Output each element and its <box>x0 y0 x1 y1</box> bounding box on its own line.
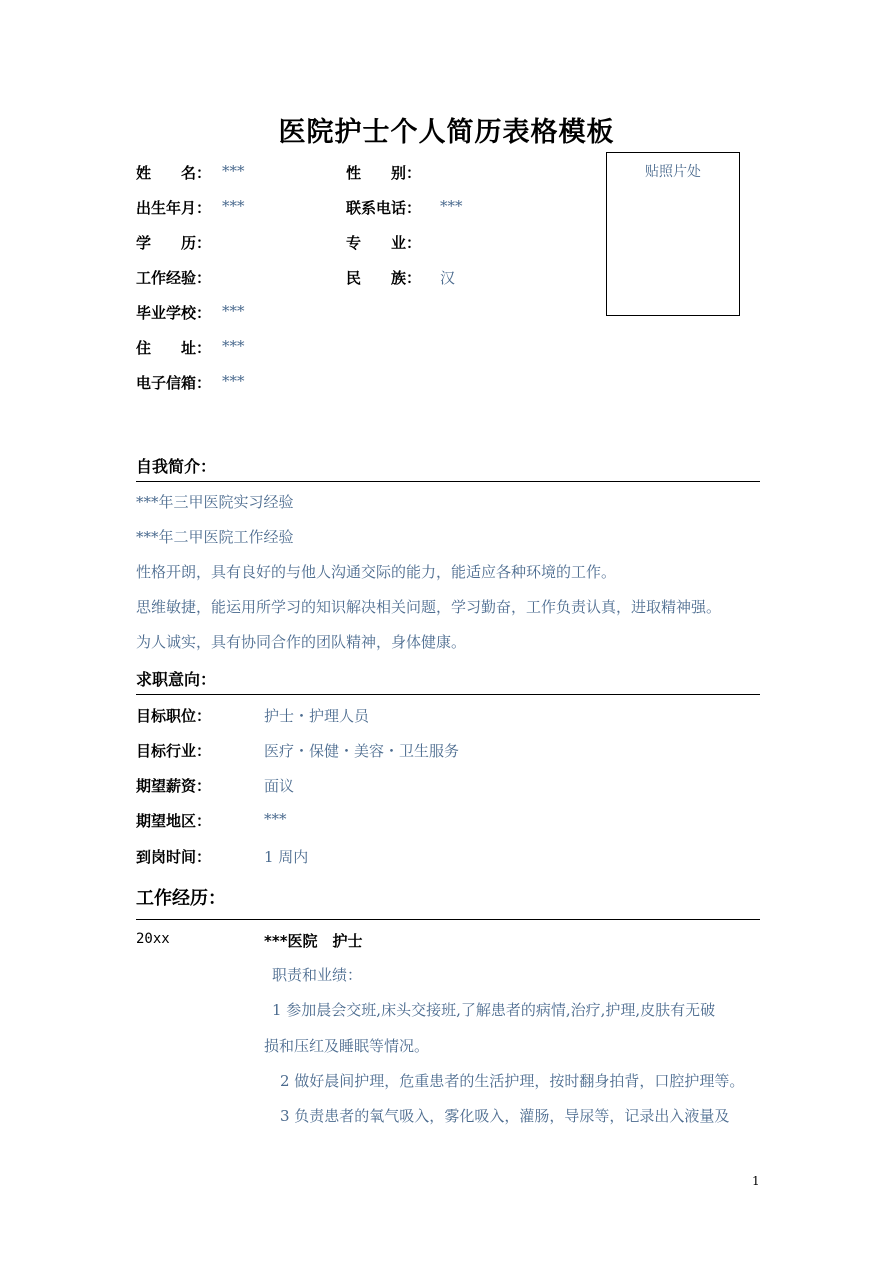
duties-heading: 职责和业绩： <box>272 966 363 984</box>
photo-label: 贴照片处 <box>645 164 701 180</box>
work-position: ***医院 护士 <box>264 932 363 950</box>
work-year: 20xx <box>136 931 170 947</box>
job-intent-heading: 求职意向： <box>136 670 217 689</box>
intro-divider <box>136 481 760 482</box>
work-history-divider <box>136 919 760 920</box>
intro-line: ***年三甲医院实习经验 <box>136 493 294 511</box>
photo-placeholder <box>606 152 740 316</box>
ethnicity-value: 汉 <box>440 269 456 287</box>
major-label: 专 业： <box>346 234 422 252</box>
address-value: *** <box>222 337 245 355</box>
birth-value: *** <box>222 197 245 215</box>
intent-label: 到岗时间： <box>136 848 212 866</box>
email-value: *** <box>222 372 245 390</box>
school-value: *** <box>222 302 245 320</box>
duty-line: 3 负责患者的氧气吸入，雾化吸入，灌肠，导尿等，记录出入液量及 <box>280 1107 730 1125</box>
intent-value: 护士・护理人员 <box>264 707 370 725</box>
intro-line: ***年二甲医院工作经验 <box>136 528 294 546</box>
intent-value: *** <box>264 810 287 828</box>
intro-line: 为人诚实，具有协同合作的团队精神，身体健康。 <box>136 633 467 651</box>
work-history-heading: 工作经历： <box>136 888 226 909</box>
phone-value: *** <box>440 197 463 215</box>
page-number: 1 <box>752 1174 760 1188</box>
name-value: *** <box>222 162 245 180</box>
duty-line: 2 做好晨间护理，危重患者的生活护理，按时翻身拍背，口腔护理等。 <box>280 1072 745 1090</box>
intent-label: 目标职位： <box>136 707 212 725</box>
school-label: 毕业学校： <box>136 304 212 322</box>
gender-label: 性 别： <box>346 164 422 182</box>
intent-label: 期望地区： <box>136 812 212 830</box>
ethnicity-label: 民 族： <box>346 269 422 287</box>
intent-value: 医疗・保健・美容・卫生服务 <box>264 742 460 760</box>
job-intent-divider <box>136 694 760 695</box>
birth-label: 出生年月： <box>136 199 212 217</box>
intent-label: 期望薪资： <box>136 777 212 795</box>
name-label: 姓 名： <box>136 164 212 182</box>
email-label: 电子信箱： <box>136 374 212 392</box>
intro-heading: 自我简介： <box>136 457 217 476</box>
address-label: 住 址： <box>136 339 212 357</box>
intent-value: 1 周内 <box>264 848 309 866</box>
intent-value: 面议 <box>264 777 295 795</box>
intro-line: 性格开朗，具有良好的与他人沟通交际的能力，能适应各种环境的工作。 <box>136 563 617 581</box>
education-label: 学 历： <box>136 234 212 252</box>
phone-label: 联系电话： <box>346 199 422 217</box>
experience-label: 工作经验： <box>136 269 212 287</box>
duty-line: 1 参加晨会交班,床头交接班,了解患者的病情,治疗,护理,皮肤有无破 <box>272 1001 716 1019</box>
duty-line: 损和压红及睡眠等情况。 <box>264 1037 430 1055</box>
intent-label: 目标行业： <box>136 742 212 760</box>
intro-line: 思维敏捷，能运用所学习的知识解决相关问题，学习勤奋，工作负责认真，进取精神强。 <box>136 598 722 616</box>
page-title: 医院护士个人简历表格模板 <box>278 117 615 148</box>
